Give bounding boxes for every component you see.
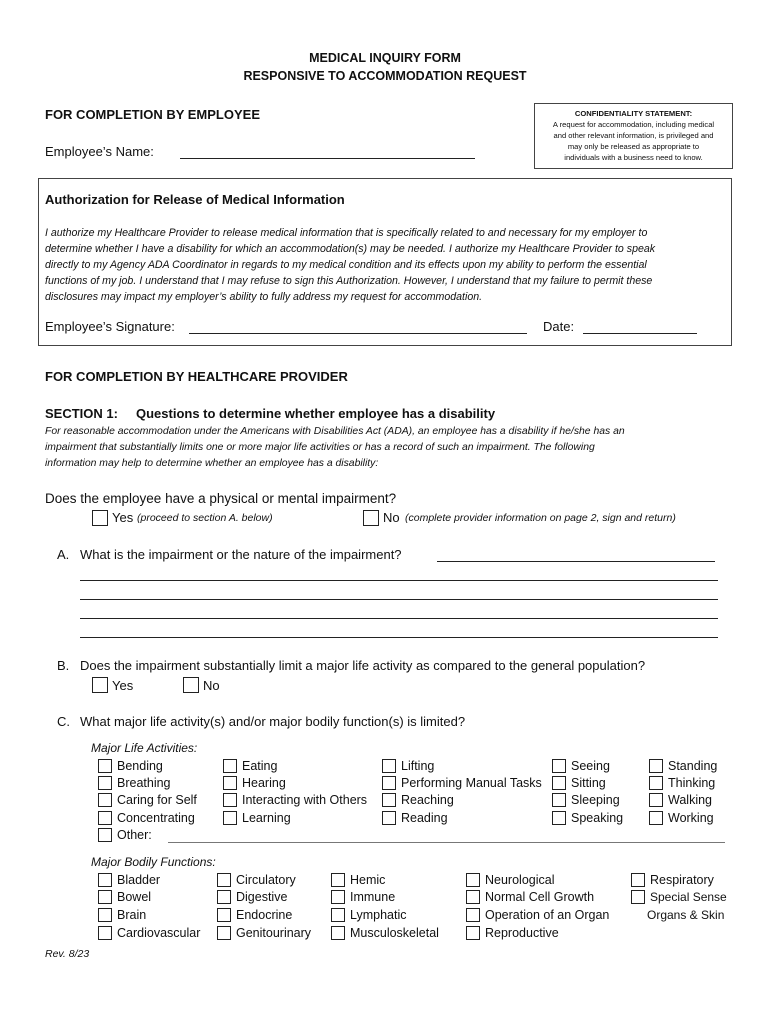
confidentiality-line: and other relevant information, is privileged and xyxy=(553,131,714,140)
checkbox-bending[interactable] xyxy=(98,759,112,773)
label-special-sense: Special Sense xyxy=(650,890,727,904)
label-hemic: Hemic xyxy=(350,873,386,887)
authorization-heading: Authorization for Release of Medical Information xyxy=(45,192,345,207)
checkbox-genitourinary[interactable] xyxy=(217,926,231,940)
form-subtitle: RESPONSIVE TO ACCOMMODATION REQUEST xyxy=(243,69,527,83)
checkbox-hemic[interactable] xyxy=(331,873,345,887)
limit-yes-checkbox[interactable] xyxy=(92,677,108,693)
confidentiality-statement xyxy=(534,103,733,169)
question-c-letter: C. xyxy=(57,714,70,729)
label-sitting: Sitting xyxy=(571,776,606,790)
question-b-text: Does the impairment substantially limit a major life activity as compared to the general population? xyxy=(80,658,646,673)
date-field[interactable] xyxy=(583,333,697,334)
limit-no-checkbox[interactable] xyxy=(183,677,199,693)
checkbox-brain[interactable] xyxy=(98,908,112,922)
label-thinking: Thinking xyxy=(668,776,716,790)
label-reproductive: Reproductive xyxy=(485,926,559,940)
checkbox-cardiovascular[interactable] xyxy=(98,926,112,940)
impairment-yes-label: Yes xyxy=(112,510,134,525)
checkbox-speaking[interactable] xyxy=(552,811,566,825)
question-a-text: What is the impairment or the nature of the impairment? xyxy=(80,547,402,562)
label-lymphatic: Lymphatic xyxy=(350,908,407,922)
checkbox-interacting[interactable] xyxy=(223,793,237,807)
label-lifting: Lifting xyxy=(401,759,435,773)
checkbox-concentrating[interactable] xyxy=(98,811,112,825)
checkbox-reading[interactable] xyxy=(382,811,396,825)
label-speaking: Speaking xyxy=(571,811,624,825)
confidentiality-line: A request for accommodation, including medical xyxy=(552,120,715,129)
question-c-text: What major life activity(s) and/or major bodily function(s) is limited? xyxy=(80,714,466,729)
label-eating: Eating xyxy=(242,759,278,773)
section1-number: SECTION 1: xyxy=(45,406,118,421)
checkbox-normal-cell-growth[interactable] xyxy=(466,890,480,904)
label-interacting: Interacting with Others xyxy=(242,793,368,807)
label-seeing: Seeing xyxy=(571,759,610,773)
label-organs-skin: Organs & Skin xyxy=(647,908,725,922)
label-caring-for-self: Caring for Self xyxy=(117,793,197,807)
signature-label: Employee’s Signature: xyxy=(45,319,175,334)
label-bladder: Bladder xyxy=(117,873,161,887)
label-bowel: Bowel xyxy=(117,890,152,904)
impairment-yes-checkbox[interactable] xyxy=(92,510,108,526)
checkbox-learning[interactable] xyxy=(223,811,237,825)
checkbox-seeing[interactable] xyxy=(552,759,566,773)
signature-field[interactable] xyxy=(189,333,527,334)
checkbox-lymphatic[interactable] xyxy=(331,908,345,922)
label-cardiovascular: Cardiovascular xyxy=(117,926,201,940)
authorization-line: functions of my job. I understand that I may refuse to sign this Authorization. However, I understand that my failure to permit these xyxy=(45,275,653,287)
authorization-line: directly to my Agency ADA Coordinator in regards to my medical condition and its effects upon my ability to perform the essential xyxy=(45,259,647,271)
answer-a-line[interactable] xyxy=(437,561,715,562)
checkbox-eating[interactable] xyxy=(223,759,237,773)
bodily-functions-heading: Major Bodily Functions: xyxy=(91,855,216,869)
confidentiality-line: may only be released as appropriate to xyxy=(567,142,700,151)
checkbox-special-sense[interactable] xyxy=(631,890,645,904)
confidentiality-line: individuals with a business need to know. xyxy=(564,153,703,162)
label-musculoskeletal: Musculoskeletal xyxy=(350,926,439,940)
label-endocrine: Endocrine xyxy=(236,908,293,922)
checkbox-breathing[interactable] xyxy=(98,776,112,790)
intro-line: information may help to determine whether an employee has a disability: xyxy=(45,458,379,469)
employee-name-label: Employee’s Name: xyxy=(45,144,154,159)
question-b-letter: B. xyxy=(57,658,70,673)
checkbox-lifting[interactable] xyxy=(382,759,396,773)
major-life-heading: Major Life Activities: xyxy=(91,741,198,755)
checkbox-digestive[interactable] xyxy=(217,890,231,904)
checkbox-bowel[interactable] xyxy=(98,890,112,904)
limit-yes-label: Yes xyxy=(112,678,134,693)
label-genitourinary: Genitourinary xyxy=(236,926,312,940)
date-label: Date: xyxy=(543,319,575,334)
intro-line: impairment that substantially limits one or more major life activities or has a record of such an impairment. The following xyxy=(45,442,595,453)
checkbox-musculoskeletal[interactable] xyxy=(331,926,345,940)
label-bending: Bending xyxy=(117,759,163,773)
label-standing: Standing xyxy=(668,759,718,773)
label-hearing: Hearing xyxy=(242,776,286,790)
checkbox-respiratory[interactable] xyxy=(631,873,645,887)
checkbox-neurological[interactable] xyxy=(466,873,480,887)
label-reading: Reading xyxy=(401,811,448,825)
checkbox-reaching[interactable] xyxy=(382,793,396,807)
checkbox-walking[interactable] xyxy=(649,793,663,807)
label-circulatory: Circulatory xyxy=(236,873,296,887)
label-working: Working xyxy=(668,811,714,825)
other-field[interactable] xyxy=(168,842,725,843)
label-reaching: Reaching xyxy=(401,793,454,807)
label-immune: Immune xyxy=(350,890,396,904)
label-concentrating: Concentrating xyxy=(117,811,195,825)
authorization-text xyxy=(45,225,725,305)
checkbox-operation-of-organ[interactable] xyxy=(466,908,480,922)
label-other: Other: xyxy=(117,828,152,842)
checkbox-other[interactable] xyxy=(98,828,112,842)
impairment-no-label: No xyxy=(383,510,400,525)
label-operation-of-organ: Operation of an Organ xyxy=(485,908,610,922)
label-breathing: Breathing xyxy=(117,776,171,790)
checkbox-bladder[interactable] xyxy=(98,873,112,887)
label-digestive: Digestive xyxy=(236,890,288,904)
label-normal-cell-growth: Normal Cell Growth xyxy=(485,890,595,904)
checkbox-manual-tasks[interactable] xyxy=(382,776,396,790)
label-neurological: Neurological xyxy=(485,873,555,887)
checkbox-sitting[interactable] xyxy=(552,776,566,790)
impairment-no-note: (complete provider information on page 2, sign and return) xyxy=(405,512,676,524)
checkbox-endocrine[interactable] xyxy=(217,908,231,922)
employee-name-field[interactable] xyxy=(180,158,475,159)
answer-a-line[interactable] xyxy=(80,580,718,581)
impairment-yes-note: (proceed to section A. below) xyxy=(137,512,273,524)
authorization-line: I authorize my Healthcare Provider to release medical information that is specifically related to and necessary for my employer to xyxy=(45,227,648,239)
revision-label: Rev. 8/23 xyxy=(45,948,90,960)
checkbox-caring-for-self[interactable] xyxy=(98,793,112,807)
label-manual-tasks: Performing Manual Tasks xyxy=(401,776,542,790)
impairment-question: Does the employee have a physical or mental impairment? xyxy=(45,491,397,506)
impairment-no-checkbox[interactable] xyxy=(363,510,379,526)
checkbox-standing[interactable] xyxy=(649,759,663,773)
section1-title: Questions to determine whether employee has a disability xyxy=(136,406,496,421)
answer-a-line[interactable] xyxy=(80,637,718,638)
label-sleeping: Sleeping xyxy=(571,793,620,807)
checkbox-working[interactable] xyxy=(649,811,663,825)
checkbox-circulatory[interactable] xyxy=(217,873,231,887)
answer-a-line[interactable] xyxy=(80,618,718,619)
confidentiality-title: CONFIDENTIALITY STATEMENT: xyxy=(574,109,693,118)
label-walking: Walking xyxy=(668,793,712,807)
employee-section-heading: FOR COMPLETION BY EMPLOYEE xyxy=(45,107,261,122)
authorization-line: disclosures may impact my employer’s ability to fully address my request for accommodation. xyxy=(45,291,483,303)
question-a-letter: A. xyxy=(57,547,70,562)
checkbox-hearing[interactable] xyxy=(223,776,237,790)
authorization-line: determine whether I have a disability for which an accommodation(s) may be needed. I authorize my Healthcare Provider to speak xyxy=(45,243,656,255)
provider-section-heading: FOR COMPLETION BY HEALTHCARE PROVIDER xyxy=(45,369,348,384)
intro-line: For reasonable accommodation under the Americans with Disabilities Act (ADA), an employee has a disability if he/she has an xyxy=(45,426,625,437)
answer-a-line[interactable] xyxy=(80,599,718,600)
label-learning: Learning xyxy=(242,811,291,825)
checkbox-immune[interactable] xyxy=(331,890,345,904)
checkbox-thinking[interactable] xyxy=(649,776,663,790)
checkbox-sleeping[interactable] xyxy=(552,793,566,807)
form-title: MEDICAL INQUIRY FORM xyxy=(309,51,461,65)
label-brain: Brain xyxy=(117,908,147,922)
checkbox-reproductive[interactable] xyxy=(466,926,480,940)
limit-no-label: No xyxy=(203,678,220,693)
label-respiratory: Respiratory xyxy=(650,873,714,887)
section1-intro xyxy=(45,424,735,472)
